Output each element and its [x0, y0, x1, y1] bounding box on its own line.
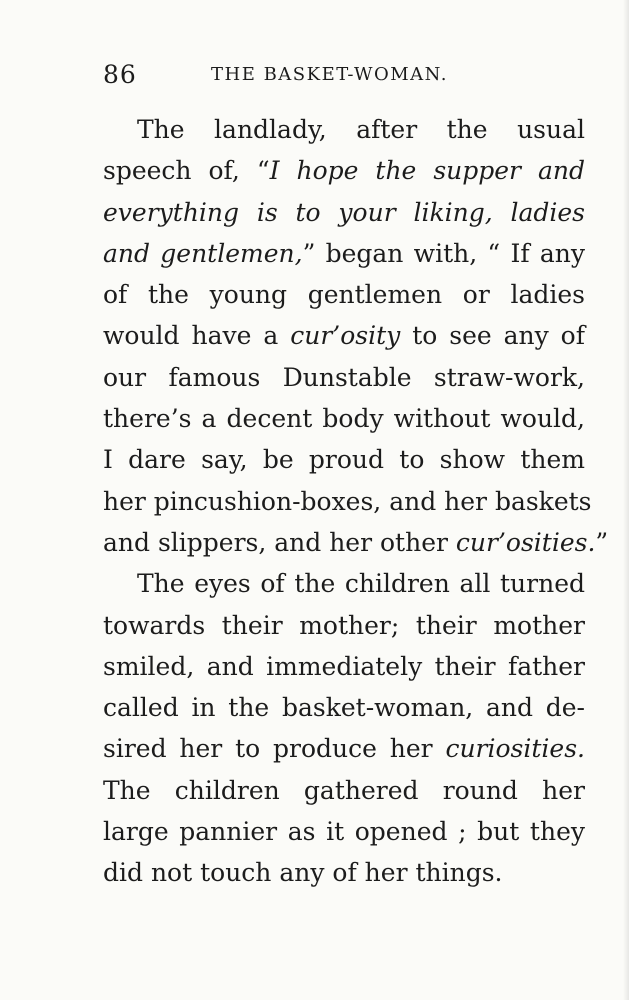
text-span: speech of, “ [103, 156, 270, 186]
text-span: her pincushion-boxes, and her baskets [103, 486, 592, 516]
text-line [103, 109, 585, 150]
text-span: The children gathered round her [103, 775, 585, 805]
italic-span: cur’osities. [455, 527, 596, 557]
text-span: there’s a decent body without would, [103, 404, 585, 434]
text-line [103, 357, 585, 398]
text-line [103, 192, 585, 233]
text-span: towards their mother; their mother [103, 610, 585, 640]
text-span: of the young gentlemen or ladies [103, 280, 585, 310]
page-edge-shadow [623, 0, 629, 1000]
text-line [103, 605, 585, 646]
text-span: to see any of [400, 321, 585, 351]
text-span: ” [595, 527, 609, 557]
text-span: called in the basket-woman, and de- [103, 693, 585, 723]
text-span: The eyes of the children all turned [137, 569, 585, 599]
italic-span: cur’osity [290, 321, 401, 351]
text-line [103, 522, 609, 563]
text-line [103, 439, 585, 480]
text-line [103, 728, 585, 769]
text-span: would have a [103, 321, 291, 351]
text-span: The landlady, after the usual [137, 115, 585, 144]
text-line [103, 398, 585, 439]
text-line [103, 687, 585, 728]
text-line [103, 811, 585, 852]
text-span: did not touch any of her things. [103, 858, 503, 888]
text-span: large pannier as it opened ; but they [103, 817, 585, 847]
text-line [103, 646, 585, 687]
running-head [103, 60, 585, 90]
page-number: 86 [103, 60, 137, 89]
body-text [103, 109, 609, 894]
text-span: ” began with, “ If any [302, 238, 585, 268]
text-line [103, 315, 585, 356]
text-span: sired her to produce her [103, 734, 446, 764]
text-span: our famous Dunstable straw-work, [103, 362, 585, 392]
text-line [103, 563, 585, 604]
italic-span: curiosities. [445, 734, 585, 764]
text-span: smiled, and immediately their father [103, 651, 585, 681]
italic-span: and gentlemen, [103, 238, 303, 268]
text-span: I dare say, be proud to show them [103, 445, 585, 475]
text-line [103, 481, 592, 522]
text-line [103, 852, 585, 893]
text-line [103, 233, 585, 274]
text-line [103, 770, 585, 811]
running-title: THE BASKET-WOMAN. [211, 64, 448, 85]
text-line [103, 274, 585, 315]
text-line [103, 150, 585, 191]
italic-span: everything is to your liking, ladies [103, 197, 585, 227]
text-span: and slippers, and her other [103, 527, 456, 557]
italic-span: I hope the supper and [269, 156, 585, 186]
